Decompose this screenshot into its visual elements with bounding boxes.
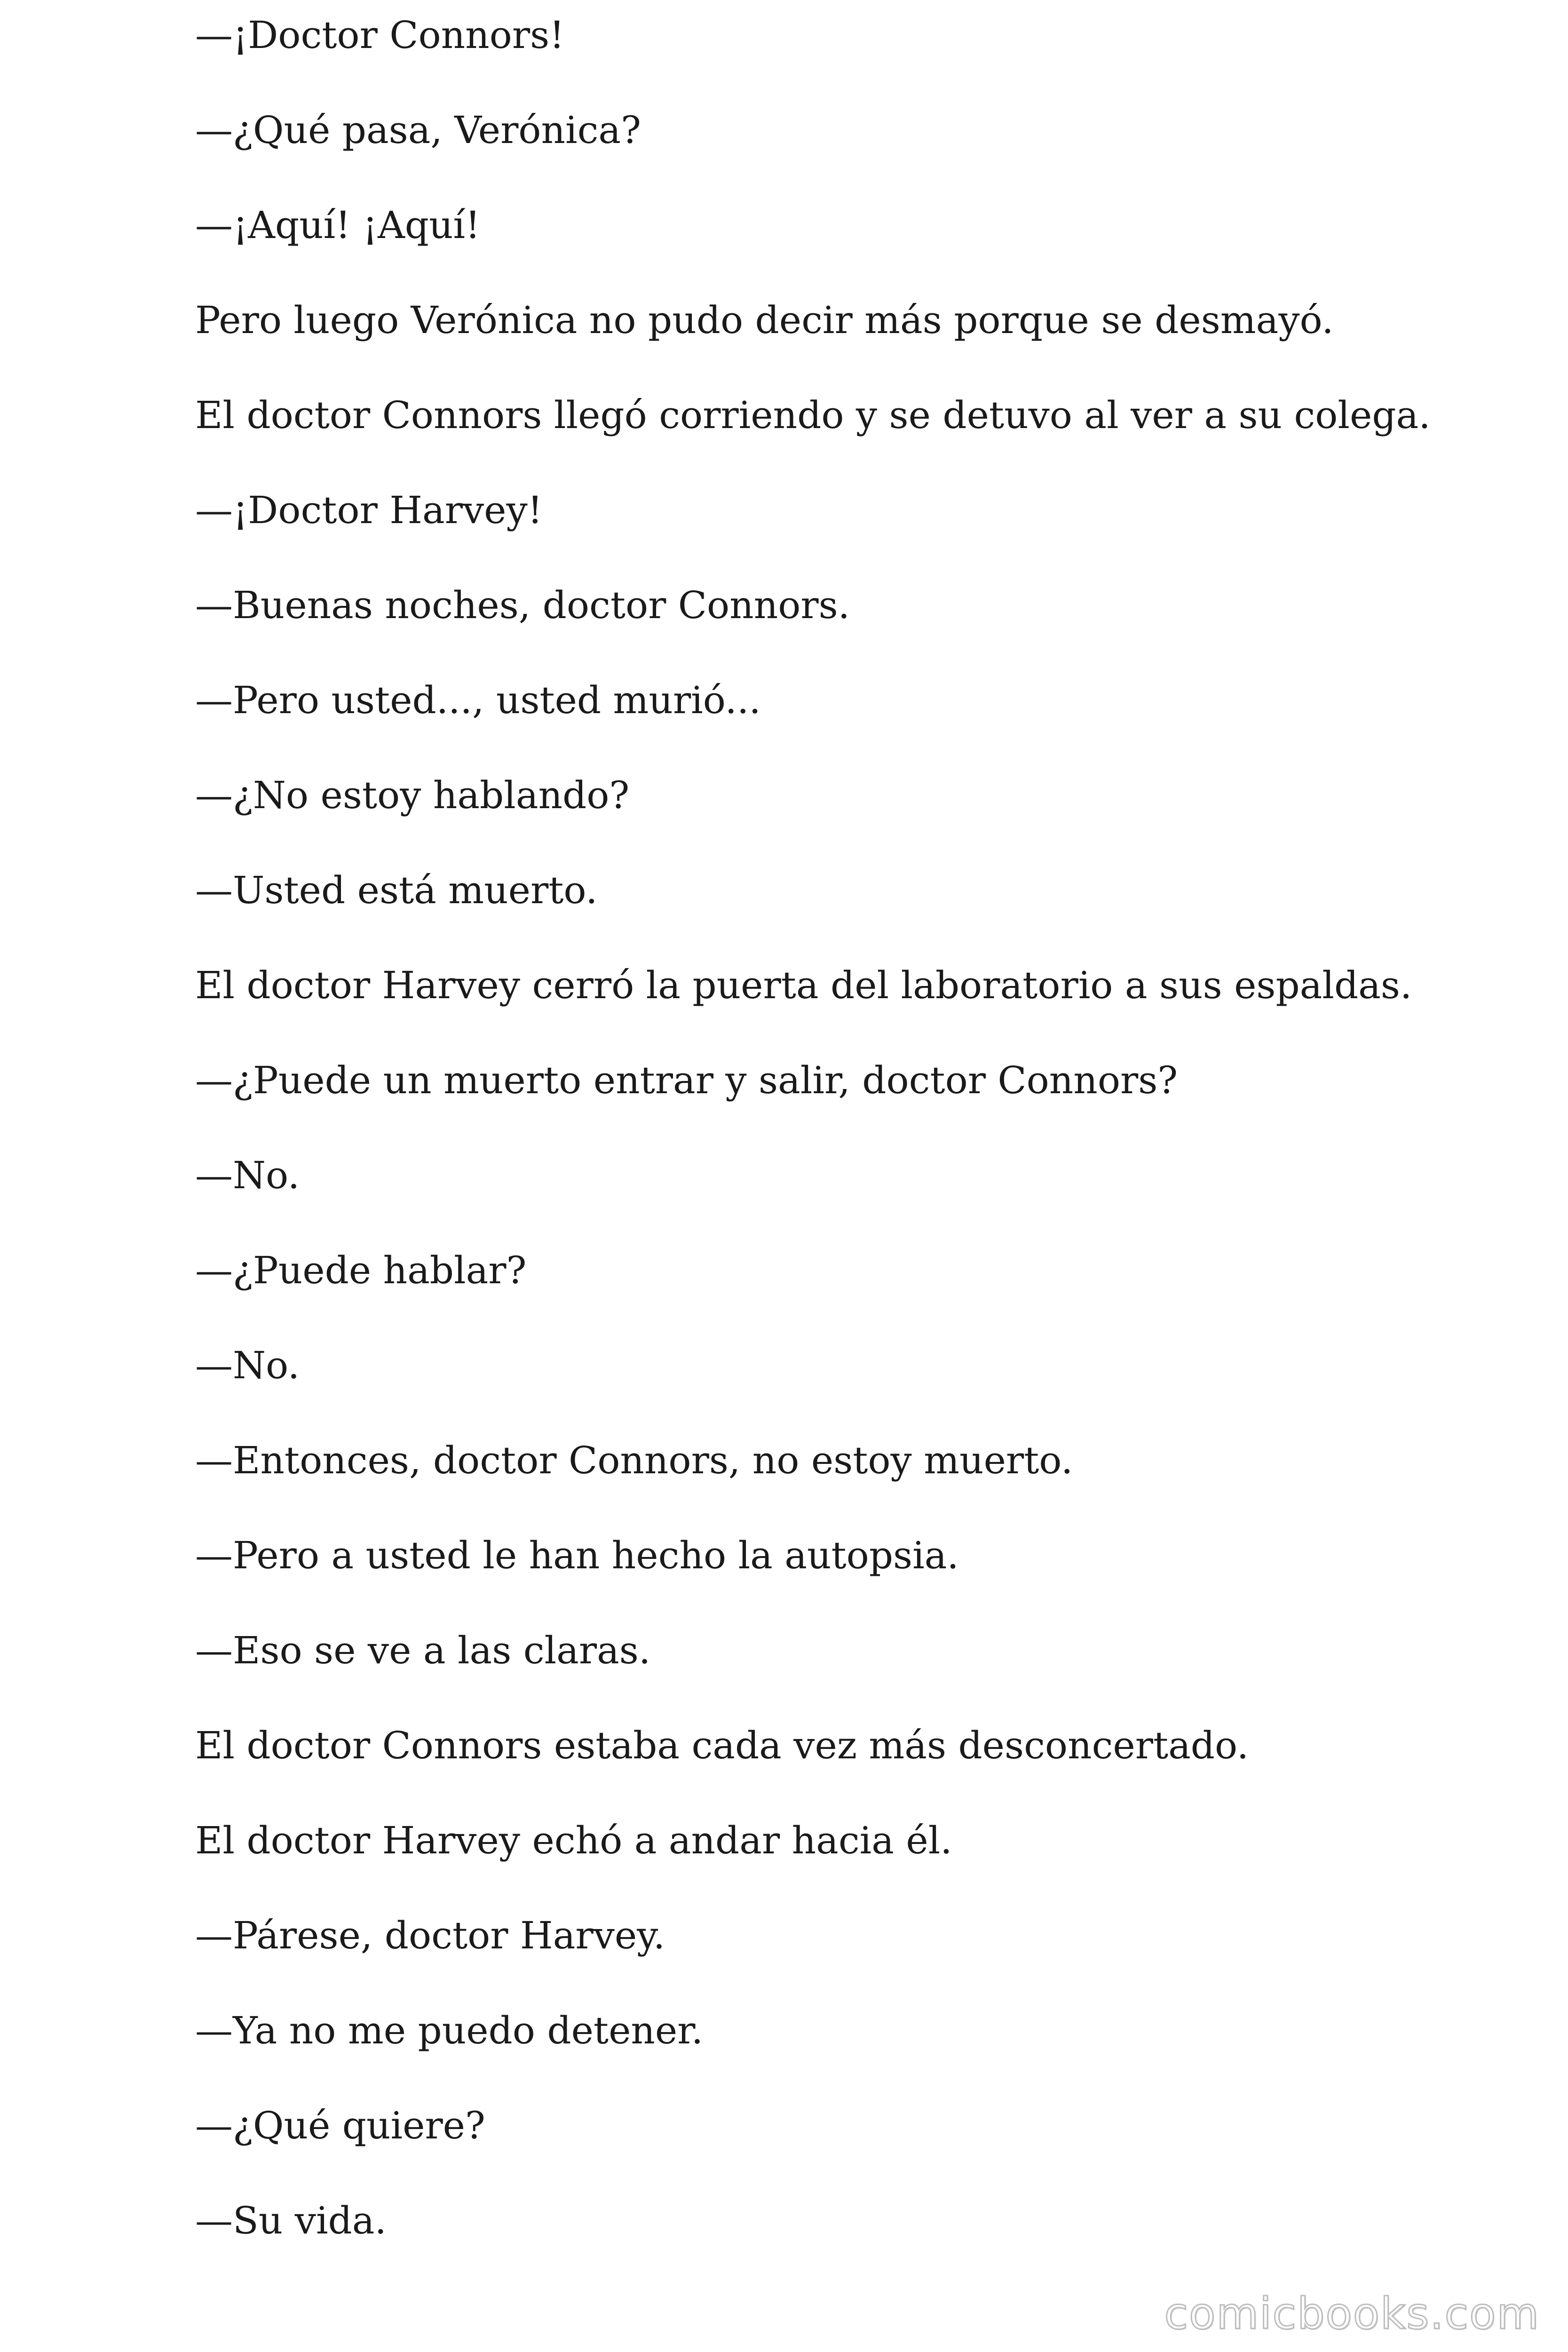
watermark-logo: comicbooks.com bbox=[1164, 2288, 1540, 2339]
text-line: —¡Doctor Harvey! bbox=[195, 488, 543, 532]
text-line: —Eso se ve a las claras. bbox=[195, 1629, 651, 1672]
text-line: —¡Aquí! ¡Aquí! bbox=[195, 203, 481, 247]
text-line: —¿Puede hablar? bbox=[195, 1248, 527, 1292]
text-line: —¡Doctor Connors! bbox=[195, 13, 565, 57]
text-line: —Entonces, doctor Connors, no estoy muerto. bbox=[195, 1438, 1073, 1482]
text-line: El doctor Connors llegó corriendo y se detuvo al ver a su colega. bbox=[195, 393, 1431, 437]
text-line: —Buenas noches, doctor Connors. bbox=[195, 583, 850, 627]
text-line: —Pero a usted le han hecho la autopsia. bbox=[195, 1534, 959, 1577]
text-line: —Párese, doctor Harvey. bbox=[195, 1914, 665, 1957]
text-line: Pero luego Verónica no pudo decir más porque se desmayó. bbox=[195, 298, 1334, 342]
text-line: El doctor Harvey echó a andar hacia él. bbox=[195, 1819, 952, 1862]
text-line: —¿Puede un muerto entrar y salir, doctor Connors? bbox=[195, 1058, 1178, 1102]
text-line: —¿No estoy hablando? bbox=[195, 773, 630, 817]
text-line: —¿Qué quiere? bbox=[195, 2104, 485, 2147]
text-line: —¿Qué pasa, Verónica? bbox=[195, 108, 641, 152]
text-line: —No. bbox=[195, 1153, 300, 1197]
text-line: —Ya no me puedo detener. bbox=[195, 2009, 704, 2052]
text-line: El doctor Harvey cerró la puerta del laboratorio a sus espaldas. bbox=[195, 963, 1412, 1007]
text-line: —Pero usted..., usted murió... bbox=[195, 678, 761, 722]
text-column bbox=[195, 12, 1465, 2292]
text-line: El doctor Connors estaba cada vez más desconcertado. bbox=[195, 1724, 1249, 1767]
text-line: —No. bbox=[195, 1343, 300, 1387]
text-line: —Su vida. bbox=[195, 2199, 387, 2242]
text-line: —Usted está muerto. bbox=[195, 868, 598, 912]
